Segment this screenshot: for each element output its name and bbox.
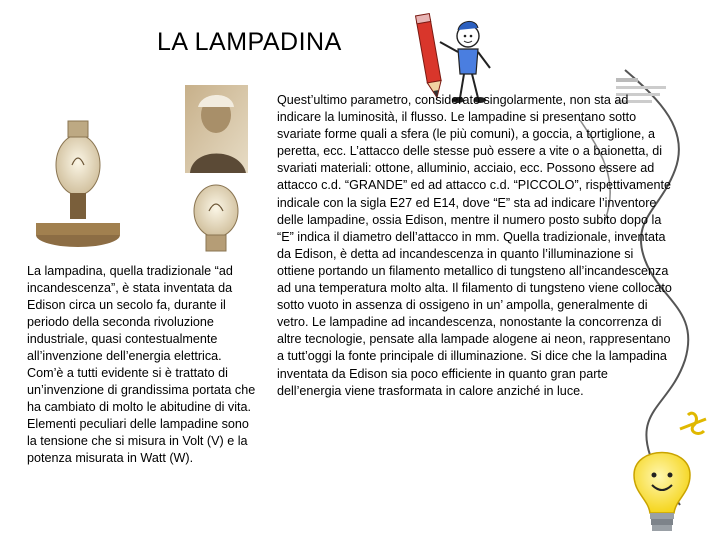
smiling-bulb-illustration bbox=[630, 405, 720, 540]
intro-paragraph: La lampadina, quella tradizionale “ad incandescenza”, è stata inventata da Edison circa un secolo fa, durante il periodo della seconda rivoluzione industriale, quasi contestualmente all’invenzione dell’energia elettrica. Com’è a tutti evidente si è trattato di un’invenzione di grandissima portata che ha cambiato di molto le abitudine di vita. Elementi peculiari delle lampadine sono la tensione che si misura in Volt (V) e la potenza misurata in Watt (W). bbox=[27, 264, 256, 465]
edison-lamps-photo bbox=[20, 85, 248, 255]
details-paragraph: Quest’ultimo parametro, considerato singolarmente, non sta ad indicare la luminosità, il flusso. Le lampadine si presentano sotto svariate forme quali a sfera (le più comuni), a goccia, a tortiglione, a peretta, ecc. L’attacco delle stesse può essere a vite o a baionetta, di svariati materiali: ottone, alluminio, acciaio, ecc. Possono essere ad attacco c.d. “GRANDE” ed ad attacco c.d. “PICCOLO”, rispettivamente indicale con la sigla E27 ed E14, dove “E” sta ad indicare l’inventore delle lampadine, ossia Edison, mentre il numero posto subito dopo la “E” indica il diametro dell’attacco in mm. Quella tradizionale, inventata da Edison, è detta ad incandescenza in quanto l’illuminazione si ottiene portando un filamento metallico di tungsteno all’incandescenza ad una temperatura molto alta. Il filamento di tungsteno viene collocato sotto vuoto in assenza di ossigeno in un’ ampolla, generalmente di vetro. Le lampadine ad incandescenza, nonostante la concorrenza di altre tecnologie, pensate alla lampade alogene ai neon, rappresentano a tutt’oggi la fonte principale di illuminazione. Si dice che la lampadina inventata da Edison sia poco efficiente in quanto gran parte dell’energia viene trasformata in calore anziché in luce. bbox=[277, 93, 672, 398]
slide-title: LA LAMPADINA bbox=[157, 28, 342, 56]
